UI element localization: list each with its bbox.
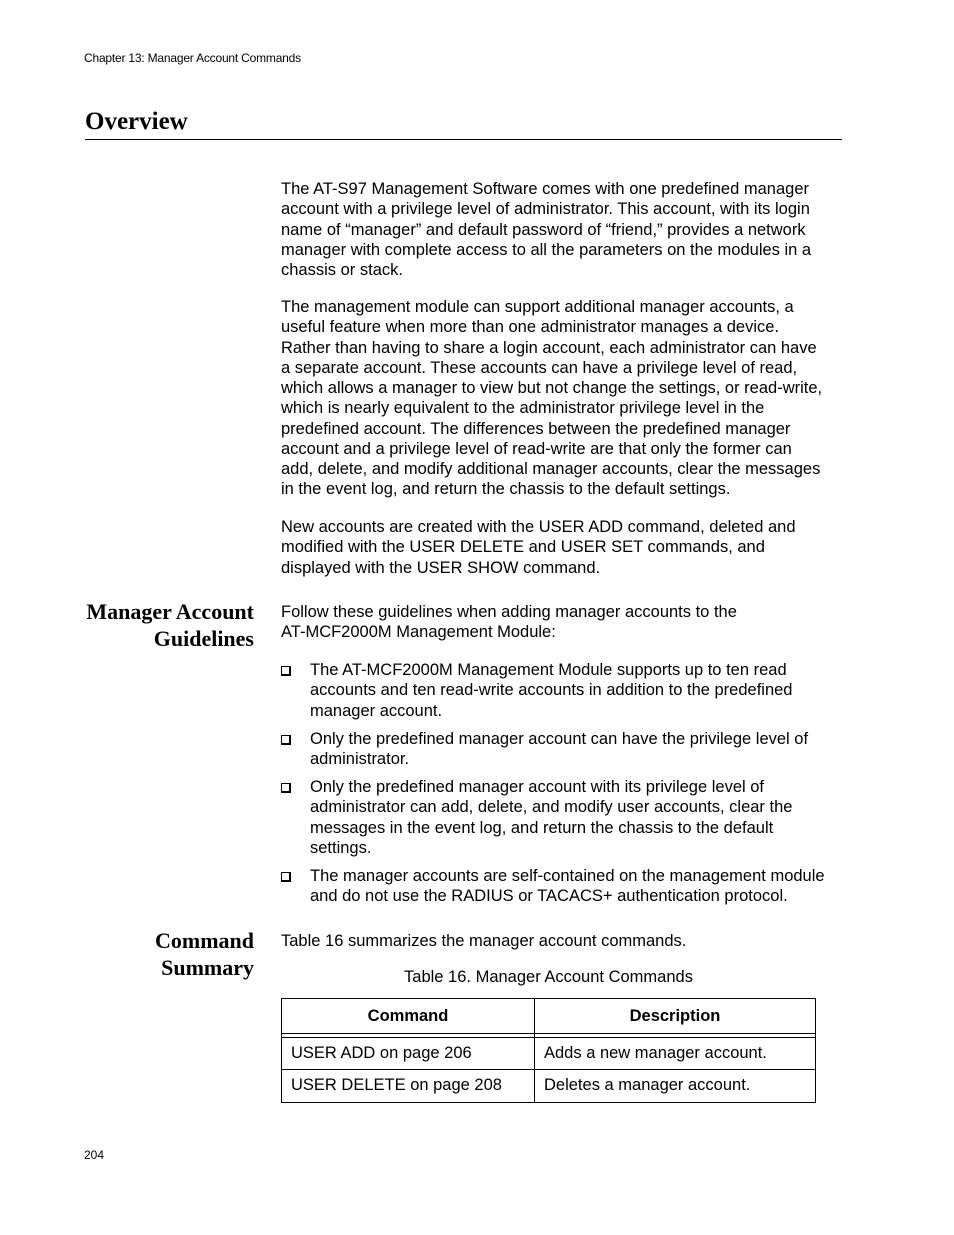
table-cell-command-link[interactable]: USER ADD on page 206 bbox=[282, 1038, 535, 1070]
bullet-line: The AT-MCF2000M Management Module supports up to ten read bbox=[310, 661, 787, 679]
table-cell-description: Adds a new manager account. bbox=[535, 1038, 815, 1070]
bullet-line: messages in the event log, and return the chassis to the default bbox=[310, 818, 774, 837]
bullet-line: and do not use the RADIUS or TACACS+ authentication protocol. bbox=[310, 887, 788, 906]
square-bullet-icon bbox=[281, 666, 291, 676]
section-title-overview: Overview bbox=[85, 108, 188, 135]
paragraph-line: which is nearly equivalent to the administrator privilege level in the bbox=[281, 399, 765, 418]
table-header-description: Description bbox=[535, 999, 815, 1034]
bullet-line: settings. bbox=[310, 839, 372, 858]
table-caption: Table 16. Manager Account Commands bbox=[404, 968, 693, 986]
section-heading-command-summary bbox=[155, 927, 254, 981]
page-number: 204 bbox=[84, 1148, 105, 1162]
bullet-line: administrator. bbox=[310, 750, 410, 769]
table-cell-description: Deletes a manager account. bbox=[544, 1076, 751, 1094]
paragraph-line: manager with complete access to all the parameters on the modules in a bbox=[281, 240, 812, 259]
paragraph-line: account and a privilege level of read-write are that only the former can bbox=[281, 439, 792, 458]
commands-table bbox=[281, 998, 816, 1103]
heading-line: Guidelines bbox=[153, 626, 254, 651]
paragraph-line: add, delete, and modify additional manager accounts, clear the messages bbox=[281, 460, 821, 478]
heading-line: Manager Account bbox=[86, 599, 254, 624]
command-summary-intro bbox=[281, 931, 686, 951]
paragraph-line: a separate account. These accounts can have a privilege level of read, bbox=[281, 358, 798, 377]
paragraph-line: in the event log, and return the chassis to the default settings. bbox=[281, 480, 731, 499]
paragraph-line: Table 16 summarizes the manager account commands. bbox=[281, 932, 687, 950]
paragraph-line: which allows a manager to view but not change the settings, or read-write, bbox=[281, 379, 823, 397]
paragraph-line: The AT-S97 Management Software comes with one predefined manager bbox=[281, 180, 809, 198]
overview-paragraph-1 bbox=[281, 179, 811, 280]
paragraph-line: Follow these guidelines when adding manager accounts to the bbox=[281, 603, 737, 621]
paragraph-line: modified with the USER DELETE and USER SET commands, and bbox=[281, 538, 765, 557]
bullet-text bbox=[310, 777, 792, 859]
paragraph-line: account with a privilege level of administrator. This account, with its login bbox=[281, 200, 810, 219]
bullet-line: manager account. bbox=[310, 701, 443, 720]
table-cell-command-link[interactable]: USER DELETE on page 208 bbox=[282, 1070, 535, 1102]
paragraph-line: AT-MCF2000M Management Module: bbox=[281, 623, 556, 642]
bullet-line: accounts and ten read-write accounts in addition to the predefined bbox=[310, 681, 793, 700]
paragraph-line: Rather than having to share a login account, each administrator can have bbox=[281, 338, 817, 357]
running-header: Chapter 13: Manager Account Commands bbox=[84, 51, 301, 65]
paragraph-line: name of “manager” and default password of “friend,” provides a network bbox=[281, 220, 806, 239]
bullet-text bbox=[310, 866, 825, 907]
bullet-text bbox=[310, 660, 792, 721]
bullet-line: The manager accounts are self-contained on the management module bbox=[310, 867, 825, 885]
bullet-line: Only the predefined manager account with its privilege level of bbox=[310, 778, 764, 796]
paragraph-line: useful feature when more than one administrator manages a device. bbox=[281, 318, 780, 337]
paragraph-line: New accounts are created with the USER ADD command, deleted and bbox=[281, 518, 796, 536]
table-header-command: Command bbox=[282, 999, 535, 1034]
title-rule bbox=[85, 139, 842, 140]
square-bullet-icon bbox=[281, 872, 291, 882]
paragraph-line: displayed with the USER SHOW command. bbox=[281, 558, 601, 577]
paragraph-line: The management module can support additional manager accounts, a bbox=[281, 298, 794, 316]
overview-paragraph-3 bbox=[281, 517, 796, 578]
heading-line: Command bbox=[154, 928, 254, 953]
bullet-line: administrator can add, delete, and modify user accounts, clear the bbox=[310, 798, 793, 817]
square-bullet-icon bbox=[281, 735, 291, 745]
guidelines-intro bbox=[281, 602, 737, 643]
bullet-line: Only the predefined manager account can have the privilege level of bbox=[310, 730, 809, 748]
paragraph-line: chassis or stack. bbox=[281, 261, 403, 279]
paragraph-line: predefined account. The differences between the predefined manager bbox=[281, 419, 791, 438]
square-bullet-icon bbox=[281, 783, 291, 793]
overview-paragraph-2 bbox=[281, 297, 822, 500]
heading-line: Summary bbox=[161, 955, 254, 980]
section-heading-guidelines bbox=[86, 598, 254, 652]
bullet-text bbox=[310, 729, 808, 770]
